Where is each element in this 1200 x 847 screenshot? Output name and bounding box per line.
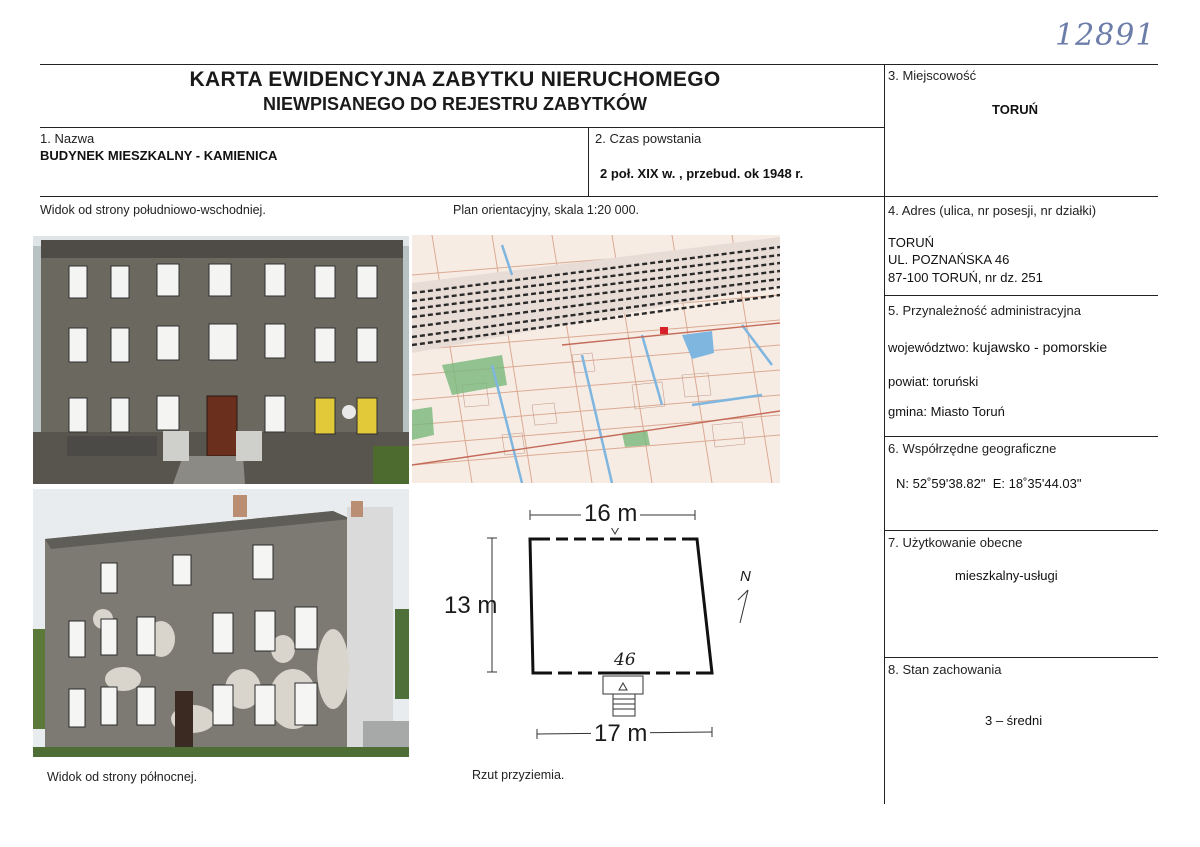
field-usage-label: 7. Użytkowanie obecne bbox=[888, 535, 1023, 550]
header-divider bbox=[40, 127, 885, 128]
field-coords-label: 6. Współrzędne geograficzne bbox=[888, 441, 1057, 456]
caption-view-se: Widok od strony południowo-wschodniej. bbox=[40, 203, 266, 217]
ground-plan-house-number: 46 bbox=[614, 650, 636, 670]
commune-value: gmina: Miasto Toruń bbox=[888, 404, 1005, 419]
voivodeship-label: województwo: bbox=[888, 340, 969, 355]
divider-4-5 bbox=[885, 295, 1158, 296]
address-line-3: 87-100 TORUŃ, nr dz. 251 bbox=[888, 270, 1043, 285]
ground-plan-bottom-dimension: 17 m bbox=[591, 720, 650, 748]
handwritten-inventory-number: 12891 bbox=[1055, 18, 1156, 53]
photo-south-east-view bbox=[33, 236, 409, 484]
ground-plan-top-dimension: 16 m bbox=[581, 500, 640, 528]
orientation-map bbox=[412, 235, 780, 483]
voivodeship-value: kujawsko - pomorskie bbox=[972, 339, 1108, 355]
right-column-divider bbox=[884, 64, 885, 804]
field-condition-value: 3 – średni bbox=[985, 713, 1043, 728]
caption-view-n: Widok od strony północnej. bbox=[47, 770, 198, 784]
ground-plan-side-dimension: 13 m bbox=[444, 592, 498, 619]
field-date-label: 2. Czas powstania bbox=[595, 131, 702, 146]
county-value: powiat: toruński bbox=[888, 374, 979, 389]
field-coords-value: N: 52˚59'38.82" E: 18˚35'44.03" bbox=[896, 476, 1082, 491]
field-admin-label: 5. Przynależność administracyjna bbox=[888, 303, 1081, 318]
divider-5-6 bbox=[885, 436, 1158, 437]
voivodeship-row bbox=[888, 339, 1107, 355]
field-condition-label: 8. Stan zachowania bbox=[888, 662, 1002, 677]
photo-north-view bbox=[33, 489, 409, 757]
field-name-value: BUDYNEK MIESZKALNY - KAMIENICA bbox=[40, 148, 278, 163]
card-title: KARTA EWIDENCYJNA ZABYTKU NIERUCHOMEGO bbox=[189, 68, 721, 91]
top-border bbox=[40, 64, 1158, 65]
name-date-divider bbox=[588, 127, 589, 197]
field-date-value: 2 poł. XIX w. , przebud. ok 1948 r. bbox=[600, 166, 804, 181]
divider-7-8 bbox=[885, 657, 1158, 658]
field-locality-value: TORUŃ bbox=[992, 102, 1038, 117]
field-name-label: 1. Nazwa bbox=[40, 131, 95, 146]
field-locality-label: 3. Miejscowość bbox=[888, 68, 977, 83]
field-usage-value: mieszkalny-usługi bbox=[955, 568, 1058, 583]
caption-plan: Plan orientacyjny, skala 1:20 000. bbox=[453, 203, 639, 217]
address-line-2: UL. POZNAŃSKA 46 bbox=[888, 252, 1010, 267]
address-line-1: TORUŃ bbox=[888, 235, 934, 250]
caption-ground-plan: Rzut przyziemia. bbox=[472, 768, 565, 782]
divider-6-7 bbox=[885, 530, 1158, 531]
card-subtitle: NIEWPISANEGO DO REJESTRU ZABYTKÓW bbox=[262, 94, 648, 114]
ground-plan-drawing bbox=[440, 490, 790, 765]
north-arrow-label: N bbox=[740, 568, 751, 585]
row1-divider bbox=[40, 196, 1158, 197]
field-address-label: 4. Adres (ulica, nr posesji, nr działki) bbox=[888, 203, 1097, 218]
